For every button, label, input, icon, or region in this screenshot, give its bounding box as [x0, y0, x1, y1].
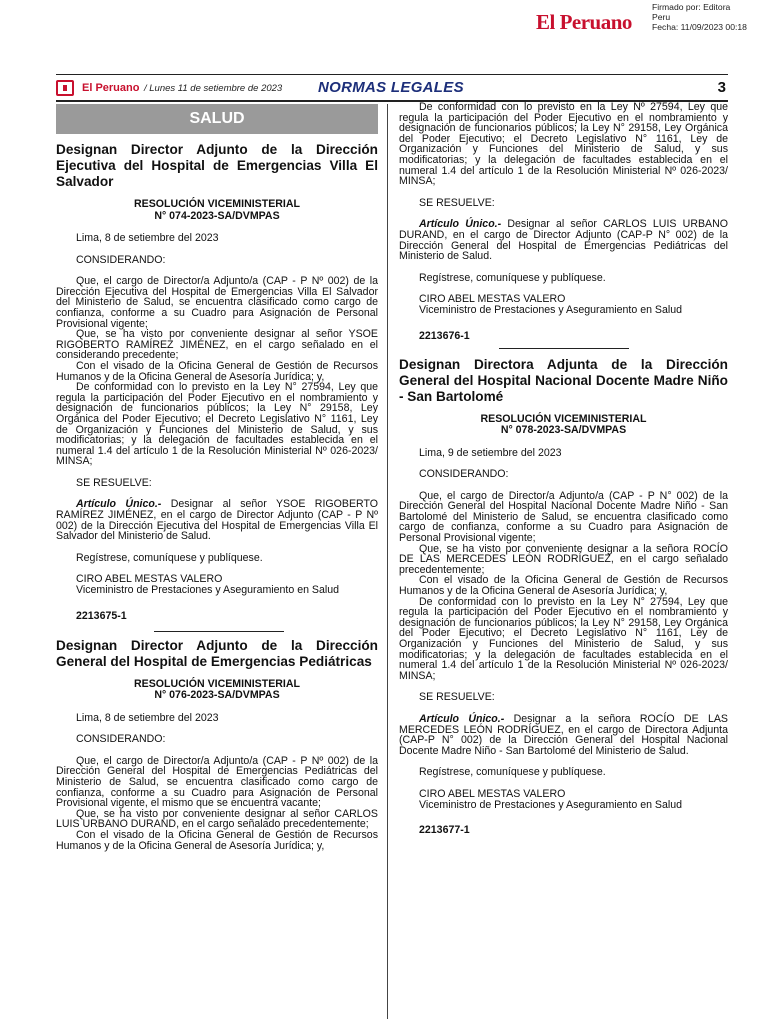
paragraph: Que, se ha visto por conveniente designar al señor YSOE RIGOBERTO RAMÍREZ JIMÉNEZ, en el cargo señalado en el considerando precedente;: [56, 328, 378, 362]
digital-signature-info: [652, 2, 747, 32]
section-banner: SALUD: [56, 104, 378, 134]
resolution-076: [56, 638, 378, 852]
closing-formula: Regístrese, comuníquese y publíquese.: [419, 271, 606, 284]
paragraph: Con el visado de la Oficina General de Gestión de Recursos Humanos y de la Oficina General de Asesoría Jurídica; y,: [56, 828, 378, 852]
resolution-type: RESOLUCIÓN VICEMINISTERIAL: [134, 677, 300, 690]
resolution-type: RESOLUCIÓN VICEMINISTERIAL: [480, 412, 647, 425]
signer-name: CIRO ABEL MESTAS VALERO: [419, 787, 566, 800]
page-header: [56, 76, 728, 100]
peru-emblem-icon: [56, 80, 74, 96]
article: [399, 219, 728, 261]
signature-line: Fecha: 11/09/2023 00:18: [652, 22, 747, 32]
closing-formula: Regístrese, comuníquese y publíquese.: [76, 551, 263, 564]
article-label: Artículo Único.-: [76, 498, 162, 511]
resuelve-label: SE RESUELVE:: [419, 691, 495, 704]
resolution-076-continued: [399, 102, 728, 349]
left-column: [56, 104, 378, 851]
considerando-label: CONSIDERANDO:: [76, 733, 166, 746]
header-rule-top: [56, 74, 728, 75]
resolution-title: [56, 679, 378, 702]
document-code: 2213677-1: [419, 824, 470, 837]
resolution-number: N° 078-2023-SA/DVMPAS: [500, 424, 627, 436]
article-text: Designar a la señora ROCÍO DE LAS MERCEDES LEÓN RODRÍGUEZ, en el cargo de Directora Adjunta (CAP-P N° 002) de la Dirección General del Hospital Nacional Docente Madre Niño - San Bartolomé del Ministerio de Salud.: [399, 712, 728, 757]
signature-line: Peru: [652, 12, 671, 22]
resolution-074: [56, 142, 378, 632]
paragraph: Que, el cargo de Director/a Adjunto/a (CAP - P Nº 002) de la Dirección Ejecutiva del Hospital de Emergencias Villa El Salvador del Ministerio de Salud, se encuentra clasificado como cargo de confianza, conforme a su Cuadro para Asignación de Personal Provisional vigente;: [56, 275, 378, 330]
signer-name: CIRO ABEL MESTAS VALERO: [419, 293, 566, 306]
paragraph: Con el visado de la Oficina General de Gestión de Recursos Humanos y de la Oficina General de Asesoría Jurídica; y,: [399, 574, 728, 598]
document-code: 2213675-1: [76, 609, 127, 622]
article-text: Designar al señor CARLOS LUIS URBANO DURAND, en el cargo de Director Adjunto (CAP-P N° 002) de la Dirección General del Hospital de Emergencias Pediátricas del Ministerio de Salud.: [399, 218, 728, 263]
document-code: 2213676-1: [419, 329, 470, 342]
resolution-heading: Designan Director Adjunto de la Dirección General del Hospital de Emergencias Pediátricas: [56, 637, 378, 669]
column-divider: [387, 104, 388, 1019]
paragraph: De conformidad con lo previsto en la Ley N° 27594, Ley que regula la participación del Poder Ejecutivo en el nombramiento y designación de funcionarios públicos; la Ley N° 29158, Ley Orgánica del Poder Ejecutivo; el Decreto Legislativo N° 1161, Ley de Organización y Funciones del Ministerio de Salud, y sus modificatorias; y la delegación de facultades establecida en el numeral 1.4 del artículo 1 de la Resolución Ministerial Nº 026-2023/ MINSA;: [56, 381, 378, 468]
paragraph: Que, el cargo de Director/a Adjunto/a (CAP - P N° 002) de la Dirección General del Hospital Nacional Docente Madre Niño - San Bartolomé del Ministerio de Salud, se encuentra clasificado como cargo de confianza, conforme a su Cuadro para Asignación de Personal Provisional vigente;: [399, 489, 728, 545]
right-column: [399, 102, 728, 836]
article-label: Artículo Único.-: [419, 218, 502, 231]
paragraph: De conformidad con lo previsto en la Ley Nº 27594, Ley que regula la participación del Poder Ejecutivo en el nombramiento y designación de funcionarios públicos; la Ley N° 29158, Ley Orgánica del Poder Ejecutivo; el Decreto Legislativo N° 1161, Ley de Organización y Funciones del Ministerio de Salud, y sus modificatorias; y la delegación de facultades establecida en el numeral 1.4 del artículo 1 de la Resolución Ministerial Nº 026-2023/ MINSA;: [399, 101, 728, 188]
resolution-date: Lima, 9 de setiembre del 2023: [419, 446, 562, 459]
article-label: Artículo Único.-: [419, 712, 505, 725]
considerando-label: CONSIDERANDO:: [76, 253, 166, 266]
article-text: Designar al señor YSOE RIGOBERTO RAMÍREZ JIMÉNEZ, en el cargo de Director Adjunto (CAP - P Nº 002) de la Dirección Ejecutiva del Hospital de Emergencias Villa El Salvador del Ministerio de Salud.: [56, 498, 378, 543]
header-title: NORMAS LEGALES: [318, 79, 464, 96]
resolution-date: Lima, 8 de setiembre del 2023: [76, 232, 219, 244]
page-number: 3: [717, 79, 726, 96]
resolution-number: N° 076-2023-SA/DVMPAS: [154, 689, 280, 702]
header-brand: El Peruano: [82, 82, 140, 94]
considerando-label: CONSIDERANDO:: [419, 468, 509, 481]
separator: [499, 348, 629, 349]
paragraph: De conformidad con lo previsto en la Ley N° 27594, Ley que regula la participación del Poder Ejecutivo en el nombramiento y designación de funcionarios públicos; la Ley N° 29158, Ley Orgánica del Poder Ejecutivo; el Decreto Legislativo N° 1161, Ley de Organización y Funciones del Ministerio de Salud, y sus modificatorias; y la delegación de facultades establecida en el numeral 1.4 del artículo 1 de la Resolución Ministerial Nº 026-2023/ MINSA;: [399, 595, 728, 682]
resolution-078: [399, 357, 728, 837]
signer-role: Viceministro de Prestaciones y Aseguramiento en Salud: [419, 798, 683, 811]
paragraph: Que, el cargo de Director/a Adjunto/a (CAP - P Nº 002) de la Dirección General del Hospital de Emergencias Pediátricas del Ministerio de Salud, se encuentra clasificado como cargo de confianza, conforme a su Cuadro para Asignación de Personal Provisional vigente, el mismo que se encuentra vacante;: [56, 754, 378, 810]
resolution-type: RESOLUCIÓN VICEMINISTERIAL: [134, 198, 300, 210]
signer-role: Viceministro de Prestaciones y Aseguramiento en Salud: [76, 584, 340, 597]
article: [399, 714, 728, 756]
resolution-number: N° 074-2023-SA/DVMPAS: [154, 209, 280, 222]
paragraph: Con el visado de la Oficina General de Gestión de Recursos Humanos y de la Oficina General de Asesoría Jurídica; y,: [56, 359, 378, 383]
el-peruano-logo: El Peruano: [536, 10, 632, 34]
signature-line: Firmado por: Editora: [652, 2, 731, 12]
resolution-heading: Designan Directora Adjunta de la Dirección General del Hospital Nacional Docente Madre Niño - San Bartolomé: [399, 356, 728, 404]
resolution-date: Lima, 8 de setiembre del 2023: [76, 711, 219, 724]
resolution-title: [399, 414, 728, 437]
signer-name: CIRO ABEL MESTAS VALERO: [76, 573, 223, 586]
separator: [154, 631, 284, 632]
signer-role: Viceministro de Prestaciones y Aseguramiento en Salud: [419, 303, 683, 316]
resuelve-label: SE RESUELVE:: [419, 196, 495, 209]
paragraph: Que, se ha visto por conveniente designar al señor CARLOS LUIS URBANO DURAND, en el cargo señalado precedentemente;: [56, 807, 378, 831]
resuelve-label: SE RESUELVE:: [76, 476, 152, 489]
article: [56, 499, 378, 541]
closing-formula: Regístrese, comuníquese y publíquese.: [419, 766, 606, 779]
resolution-heading: Designan Director Adjunto de la Dirección Ejecutiva del Hospital de Emergencias Villa El Salvador: [56, 142, 378, 189]
paragraph: Que, se ha visto por conveniente designar a la señora ROCÍO DE LAS MERCEDES LEÓN RODRÍGUEZ, en el cargo señalado precedentemente;: [399, 542, 728, 576]
header-date: / Lunes 11 de setiembre de 2023: [144, 83, 283, 94]
resolution-title: [56, 199, 378, 222]
